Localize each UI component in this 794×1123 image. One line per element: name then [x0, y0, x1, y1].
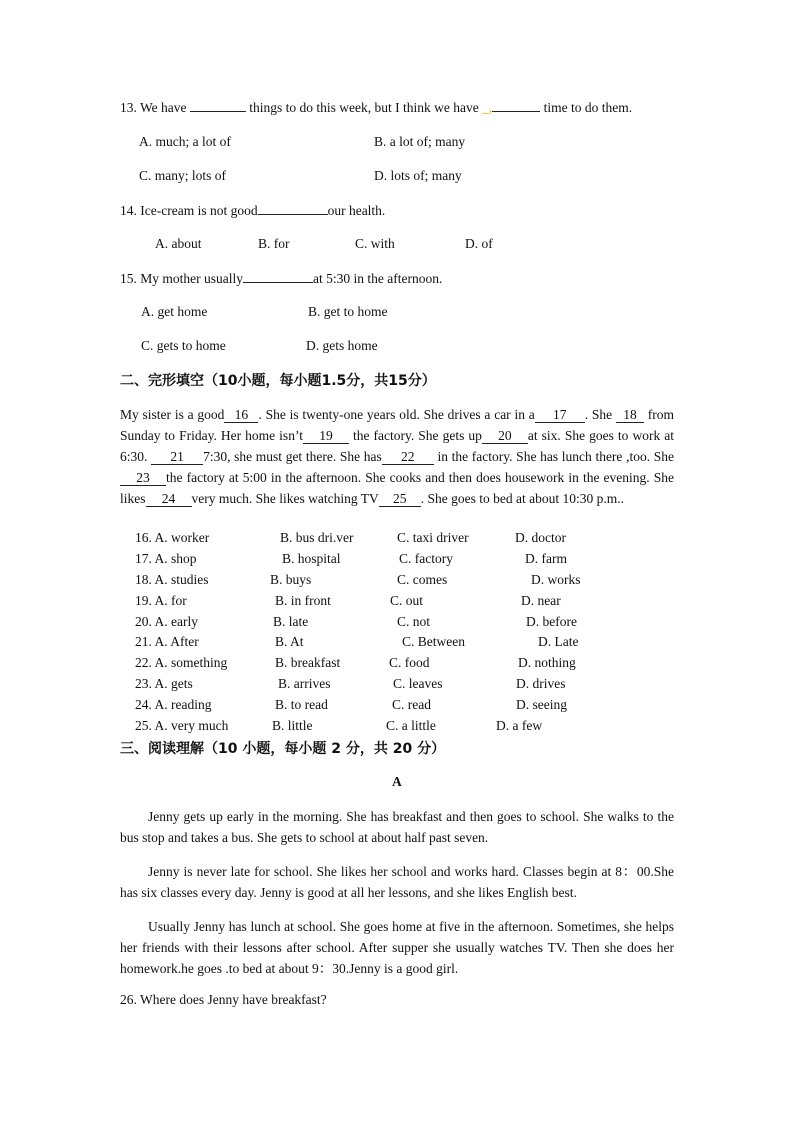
q26-stem: 26. Where does Jenny have breakfast?: [120, 992, 327, 1007]
cloze-text: 7:30, she must get there. She has: [203, 449, 382, 464]
cloze-text: . She: [584, 407, 613, 422]
cloze-option[interactable]: D. doctor: [515, 530, 566, 545]
q14-option-a[interactable]: A. about: [155, 236, 202, 251]
cloze-text: at six. She goes to: [527, 428, 629, 443]
cloze-option[interactable]: D. works: [531, 572, 581, 587]
cloze-blank-21[interactable]: 21: [151, 450, 203, 465]
cloze-option[interactable]: B. bus dri.ver: [280, 530, 354, 545]
cloze-option[interactable]: 17. A. shop: [135, 551, 197, 566]
cloze-option[interactable]: C. not: [397, 614, 431, 629]
cloze-option[interactable]: 16. A. worker: [135, 530, 210, 545]
cloze-option[interactable]: 21. A. After: [135, 634, 199, 649]
cloze-text: very much. She likes watching TV: [191, 491, 379, 506]
q14-option-c[interactable]: C. with: [355, 236, 395, 251]
q14-option-b[interactable]: B. for: [258, 236, 290, 251]
section-3-heading: 三、阅读理解（10 小题，每小题 2 分，共 20 分）: [120, 741, 446, 757]
cloze-blank-18[interactable]: 18: [616, 408, 644, 423]
cloze-option[interactable]: B. At: [275, 634, 304, 649]
cloze-blank-23[interactable]: 23: [120, 471, 166, 486]
q13-blank-1[interactable]: [190, 99, 246, 112]
q13-blank-2[interactable]: [492, 99, 540, 112]
q13-option-c[interactable]: C. many; lots of: [139, 168, 226, 183]
cloze-option[interactable]: D. before: [526, 614, 577, 629]
cloze-option[interactable]: B. breakfast: [275, 655, 341, 670]
cloze-option[interactable]: C. leaves: [393, 676, 443, 691]
cloze-text: there ,too. She: [595, 449, 675, 464]
cloze-option[interactable]: C. Between: [402, 634, 465, 649]
q14-option-d[interactable]: D. of: [465, 236, 493, 251]
cloze-blank-22[interactable]: 22: [382, 450, 434, 465]
cloze-text: . She goes to bed at about: [420, 491, 560, 506]
cloze-option[interactable]: B. buys: [270, 572, 312, 587]
cloze-blank-17[interactable]: 17: [535, 408, 585, 423]
cloze-option[interactable]: C. out: [390, 593, 424, 608]
cloze-option[interactable]: C. a little: [386, 718, 436, 733]
cloze-option[interactable]: D. drives: [516, 676, 566, 691]
cloze-text: in the factory. She has lunch: [437, 449, 592, 464]
q14-blank[interactable]: [258, 202, 328, 215]
cloze-option[interactable]: D. near: [521, 593, 561, 608]
cloze-option[interactable]: C. taxi driver: [397, 530, 469, 545]
cloze-option[interactable]: 25. A. very much: [135, 718, 229, 733]
q13-option-a[interactable]: A. much; a lot of: [139, 134, 231, 149]
cloze-blank-25[interactable]: 25: [379, 492, 421, 507]
cloze-text: from Sunday to Friday. Her home isn’t: [120, 407, 675, 443]
passage-label: A: [392, 774, 402, 789]
cloze-text: the evening. She likes: [120, 470, 675, 506]
cloze-option[interactable]: B. hospital: [282, 551, 341, 566]
q13-option-b[interactable]: B. a lot of; many: [374, 134, 466, 149]
cloze-blank-20[interactable]: 20: [482, 429, 528, 444]
cloze-text: the factory. She gets up: [353, 428, 482, 443]
q15-text-1: 15. My mother usually: [120, 271, 243, 286]
q14-text-1: 14. Ice-cream is not good: [120, 203, 258, 218]
passage-paragraph-1: Jenny gets up early in the morning. She has breakfast and then goes to school. She walks to the bus stop and takes a bus. She gets to school at about half past seven.: [120, 809, 674, 845]
cloze-option[interactable]: C. comes: [397, 572, 448, 587]
q13-text-2: things to do this week, but I think we have: [249, 100, 479, 115]
q13-option-d[interactable]: D. lots of; many: [374, 168, 462, 183]
cloze-option[interactable]: 18. A. studies: [135, 572, 209, 587]
cloze-text: . She is twenty-one years old. She drives a car in a: [258, 407, 535, 422]
q15-text-2: at 5:30 in the afternoon.: [313, 271, 443, 286]
cloze-option[interactable]: D. nothing: [518, 655, 576, 670]
passage-paragraph-2: Jenny is never late for school. She likes her school and works hard. Classes begin at 8：00.She has six classes every day. Jenny is good at all her lessons, and she likes English best.: [120, 864, 674, 900]
cloze-option[interactable]: 23. A. gets: [135, 676, 193, 691]
section-2-heading: 二、完形填空（10小题，每小题1.5分，共15分）: [120, 373, 436, 389]
cloze-option[interactable]: B. late: [273, 614, 309, 629]
cloze-option[interactable]: B. arrives: [278, 676, 331, 691]
cloze-option[interactable]: D. Late: [538, 634, 579, 649]
q14-text-2: our health.: [327, 203, 386, 218]
cloze-option[interactable]: D. a few: [496, 718, 543, 733]
passage-paragraph-3: Usually Jenny has lunch at school. She goes home at five in the afternoon. Sometimes, she helps her friends with their lessons after school. After supper she usually watches TV. Then she does her homework.he goes .to bed at about 9：30.Jenny is a good girl.: [120, 919, 674, 976]
q13-text-1: 13. We have: [120, 100, 187, 115]
cloze-option[interactable]: 24. A. reading: [135, 697, 212, 712]
q15-blank[interactable]: [243, 270, 313, 283]
cloze-option[interactable]: B. little: [272, 718, 313, 733]
cloze-passage: [120, 404, 674, 509]
q15-option-d[interactable]: D. gets home: [306, 338, 378, 353]
cloze-option[interactable]: C. food: [389, 655, 430, 670]
cloze-option[interactable]: 19. A. for: [135, 593, 187, 608]
cloze-text: 10:30 p.m..: [562, 491, 624, 506]
cloze-option[interactable]: D. seeing: [516, 697, 567, 712]
q14-stem: [120, 202, 385, 219]
cloze-option[interactable]: C. read: [392, 697, 431, 712]
q15-option-a[interactable]: A. get home: [141, 304, 208, 319]
cloze-option[interactable]: C. factory: [399, 551, 453, 566]
cloze-option[interactable]: D. farm: [525, 551, 567, 566]
q13-text-3: time to do them.: [543, 100, 633, 115]
cloze-option[interactable]: 20. A. early: [135, 614, 198, 629]
cloze-blank-19[interactable]: 19: [303, 429, 349, 444]
cloze-blank-16[interactable]: 16: [224, 408, 258, 423]
cloze-text: the factory at 5:00 in the afternoon. She cooks and then does housework in: [166, 470, 579, 485]
q13-mark: _,: [482, 100, 493, 115]
q15-stem: [120, 270, 442, 287]
cloze-text: My sister is a good: [120, 407, 225, 422]
q15-option-c[interactable]: C. gets to home: [141, 338, 226, 353]
cloze-option[interactable]: B. in front: [275, 593, 331, 608]
cloze-option[interactable]: B. to read: [275, 697, 328, 712]
q13-stem: [120, 99, 632, 116]
q15-option-b[interactable]: B. get to home: [308, 304, 388, 319]
cloze-option[interactable]: 22. A. something: [135, 655, 228, 670]
cloze-blank-24[interactable]: 24: [146, 492, 192, 507]
cloze-text: work at 6:30.: [120, 428, 675, 464]
